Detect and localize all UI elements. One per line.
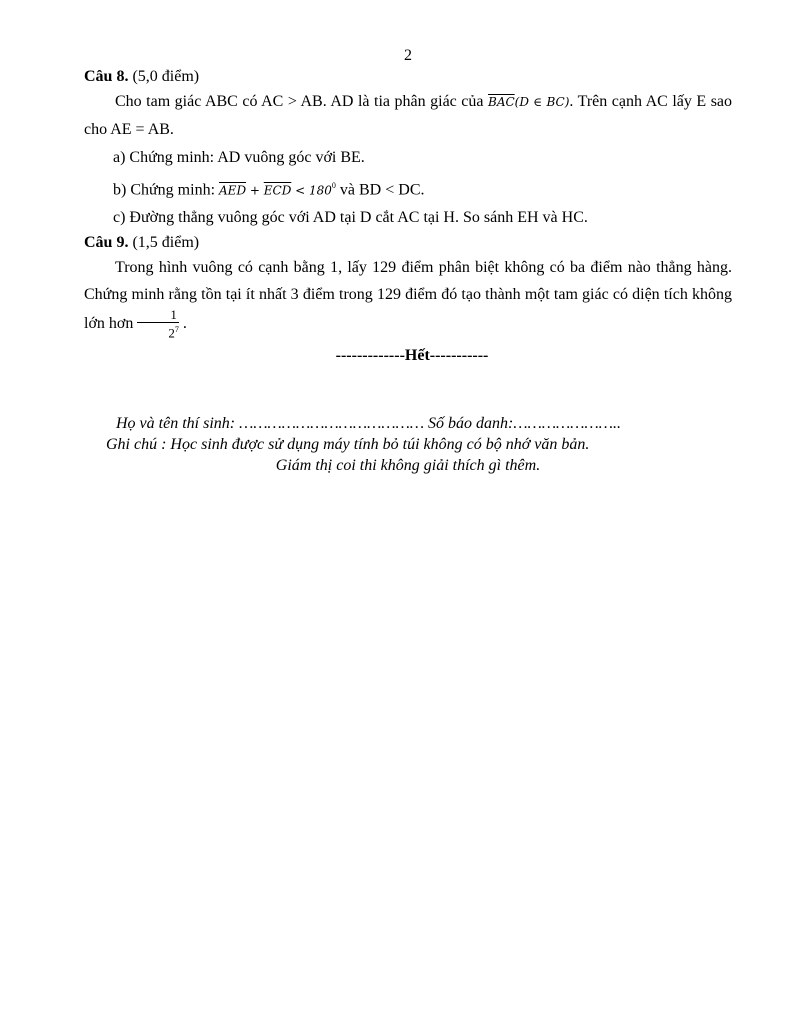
q9-period: .: [182, 315, 187, 333]
question-8-title: Câu 8.: [84, 68, 129, 85]
question-8-heading: [84, 66, 732, 88]
footer: [0, 412, 792, 478]
fraction-denominator: [137, 323, 179, 340]
q9-body: Trong hình vuông có cạnh bằng 1, lấy 129 điểm phân biệt không có ba điểm nào thẳng hàng. Chứng minh rằng tồn tại ít nhất 3 điểm trong 129 điểm đó tạo thành một tam giác có diện tích không lớn hơn: [84, 259, 732, 333]
denominator-exponent: 7: [174, 325, 179, 335]
proctor-note: Giám thị coi thi không giải thích gì thêm.: [275, 457, 541, 474]
q8-intro-text: Cho tam giác ABC có AC > AB. AD là tia phân giác của: [115, 93, 488, 110]
question-8-points: (5,0 điểm): [128, 68, 200, 85]
note-line: Ghi chú : Học sinh được sử dụng máy tính bỏ túi không có bộ nhớ văn bản.: [106, 436, 590, 453]
question-8a: a) Chứng minh: AD vuông góc với BE.: [113, 149, 365, 166]
condition-d-in-bc: (D ∈ BC): [514, 95, 570, 109]
question-8c: c) Đường thẳng vuông góc với AD tại D cắt AC tại H. So sánh EH và HC.: [113, 209, 588, 227]
question-9-text: [84, 254, 732, 340]
q8b-prefix: b) Chứng minh:: [113, 181, 220, 199]
degree-mark: 0: [331, 181, 336, 190]
question-9-points: (1,5 điểm): [128, 234, 200, 252]
denominator-base: 2: [168, 325, 175, 341]
less-than-180: < 180: [291, 183, 332, 198]
q8-intro-text-2: . Trên cạnh AC lấy E sao cho AE = AB.: [84, 93, 733, 138]
fraction-numerator: 1: [137, 308, 179, 323]
question-9-title: Câu 9.: [84, 234, 129, 252]
question-9-heading: [84, 232, 732, 254]
exam-content: [84, 66, 732, 367]
question-8b: [84, 172, 732, 204]
candidate-info-line: Họ và tên thí sinh: ………………………………… Số báo danh:…………………..: [116, 415, 621, 432]
question-8-intro: [84, 88, 732, 144]
fraction-1-over-2-pow-7: [137, 308, 179, 340]
angle-ecd: $\overline{ECD}$: [263, 183, 292, 198]
end-mark: -------------Hết-----------: [335, 346, 489, 364]
angle-aed: $\overline{AED}$: [219, 183, 247, 198]
page-number: 2: [404, 47, 412, 64]
plus-sign: +: [246, 183, 264, 198]
q8b-suffix: và BD < DC.: [335, 181, 425, 199]
angle-bac: $\overline{BAC}$: [488, 95, 515, 109]
